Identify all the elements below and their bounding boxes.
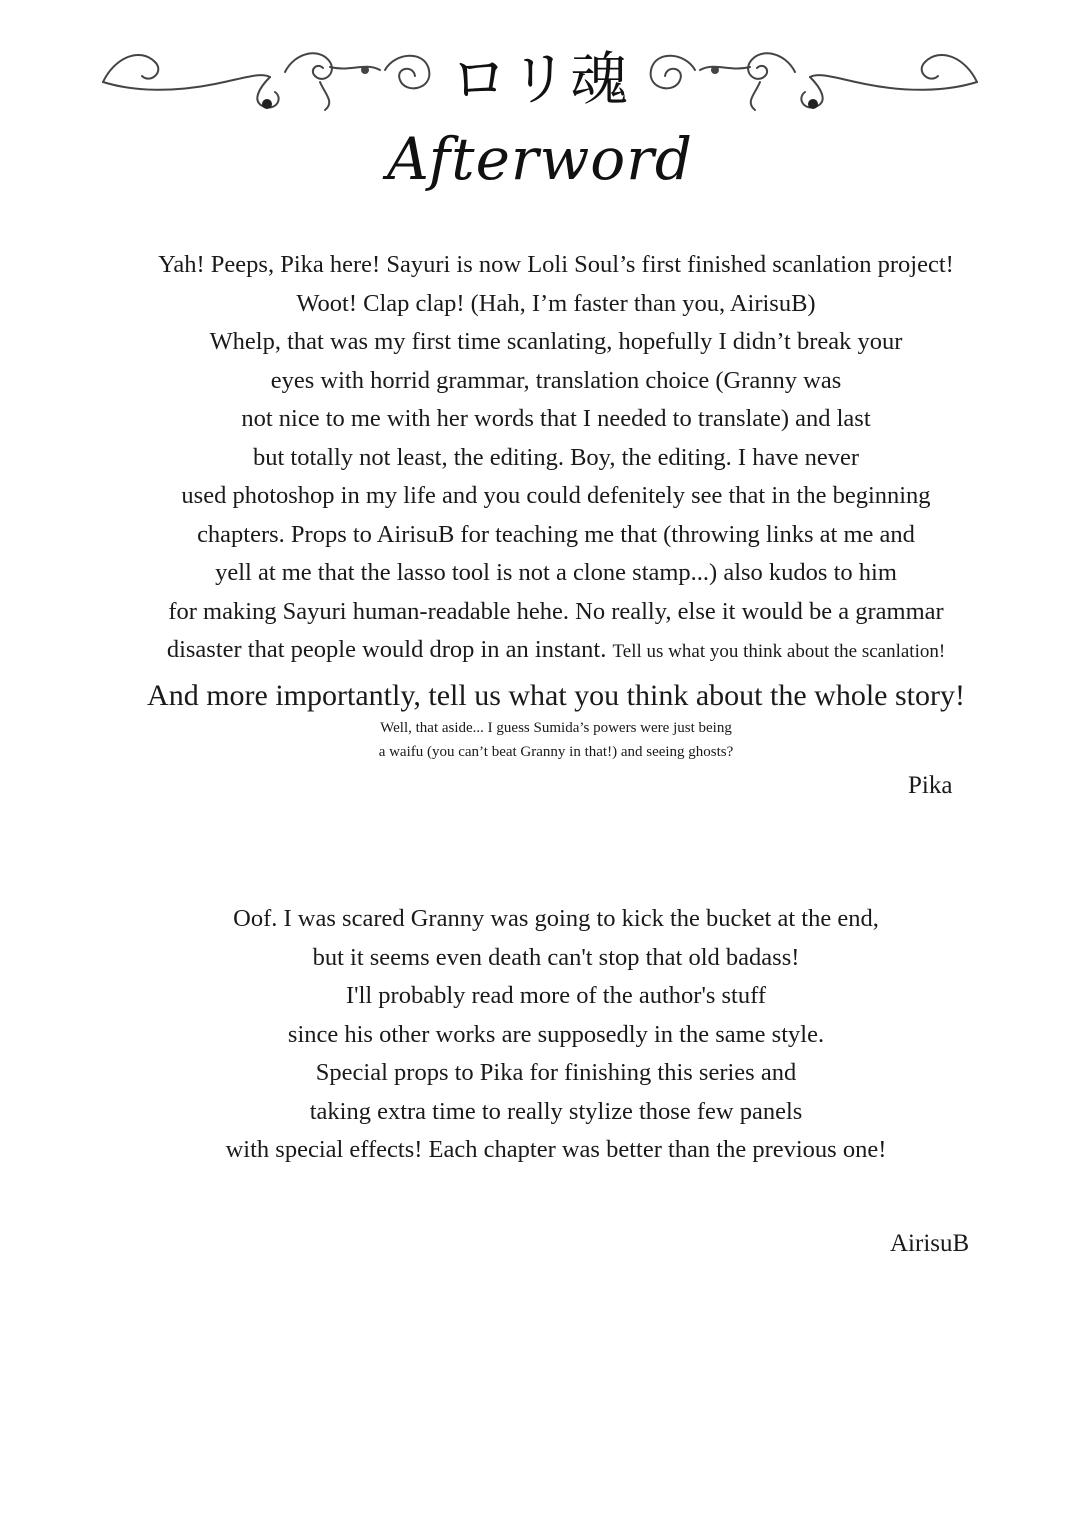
note-line: eyes with horrid grammar, translation choice (Granny was bbox=[270, 366, 842, 394]
note-line: taking extra time to really stylize those few panels bbox=[309, 1097, 803, 1125]
note-line-main: disaster that people would drop in an instant. bbox=[166, 636, 607, 663]
note-line: I'll probably read more of the author's stuff bbox=[346, 982, 766, 1009]
signature-pika: Pika bbox=[908, 772, 953, 799]
note-line: chapters. Props to AirisuB for teaching me that (throwing links at me and bbox=[197, 520, 915, 548]
afterword-heading: Afterword bbox=[386, 125, 694, 193]
note-line: Woot! Clap clap! (Hah, I’m faster than you, AirisuB) bbox=[296, 289, 816, 317]
pika-note bbox=[140, 246, 972, 764]
note-line: not nice to me with her words that I needed to translate) and last bbox=[241, 405, 871, 432]
emphasis-line: And more importantly, tell us what you think about the whole story! bbox=[147, 678, 965, 712]
signature-airisub: AirisuB bbox=[890, 1230, 970, 1257]
note-line: for making Sayuri human-readable hehe. No really, else it would be a grammar bbox=[168, 597, 944, 625]
airisu-note bbox=[140, 900, 972, 1170]
note-line: Whelp, that was my first time scanlating, hopefully I didn’t break your bbox=[209, 328, 903, 355]
note-line: but totally not least, the editing. Boy, the editing. I have never bbox=[252, 443, 859, 471]
note-line: since his other works are supposedly in the same style. bbox=[287, 1020, 825, 1048]
note-line: yell at me that the lasso tool is not a clone stamp...) also kudos to him bbox=[215, 559, 897, 586]
note-line: with special effects! Each chapter was better than the previous one! bbox=[225, 1136, 887, 1163]
note-line-small: Tell us what you think about the scanlation! bbox=[612, 641, 946, 662]
footnote-line: Well, that aside... I guess Sumida’s powers were just being bbox=[380, 719, 732, 736]
flourish-ornament-right-icon bbox=[645, 32, 985, 112]
note-line-mixed bbox=[140, 631, 972, 672]
note-line: Oof. I was scared Granny was going to kick the bucket at the end, bbox=[233, 905, 879, 932]
note-line: Yah! Peeps, Pika here! Sayuri is now Loli Soul’s first finished scanlation project! bbox=[158, 251, 954, 278]
note-line: used photoshop in my life and you could defenitely see that in the beginning bbox=[181, 482, 931, 509]
note-line: but it seems even death can't stop that old badass! bbox=[312, 943, 800, 971]
footnote-line: a waifu (you can’t beat Granny in that!) and seeing ghosts? bbox=[378, 743, 734, 760]
page-header bbox=[0, 22, 1080, 112]
logo-title: ロリ魂 bbox=[449, 45, 630, 113]
note-line: Special props to Pika for finishing this series and bbox=[315, 1059, 797, 1086]
